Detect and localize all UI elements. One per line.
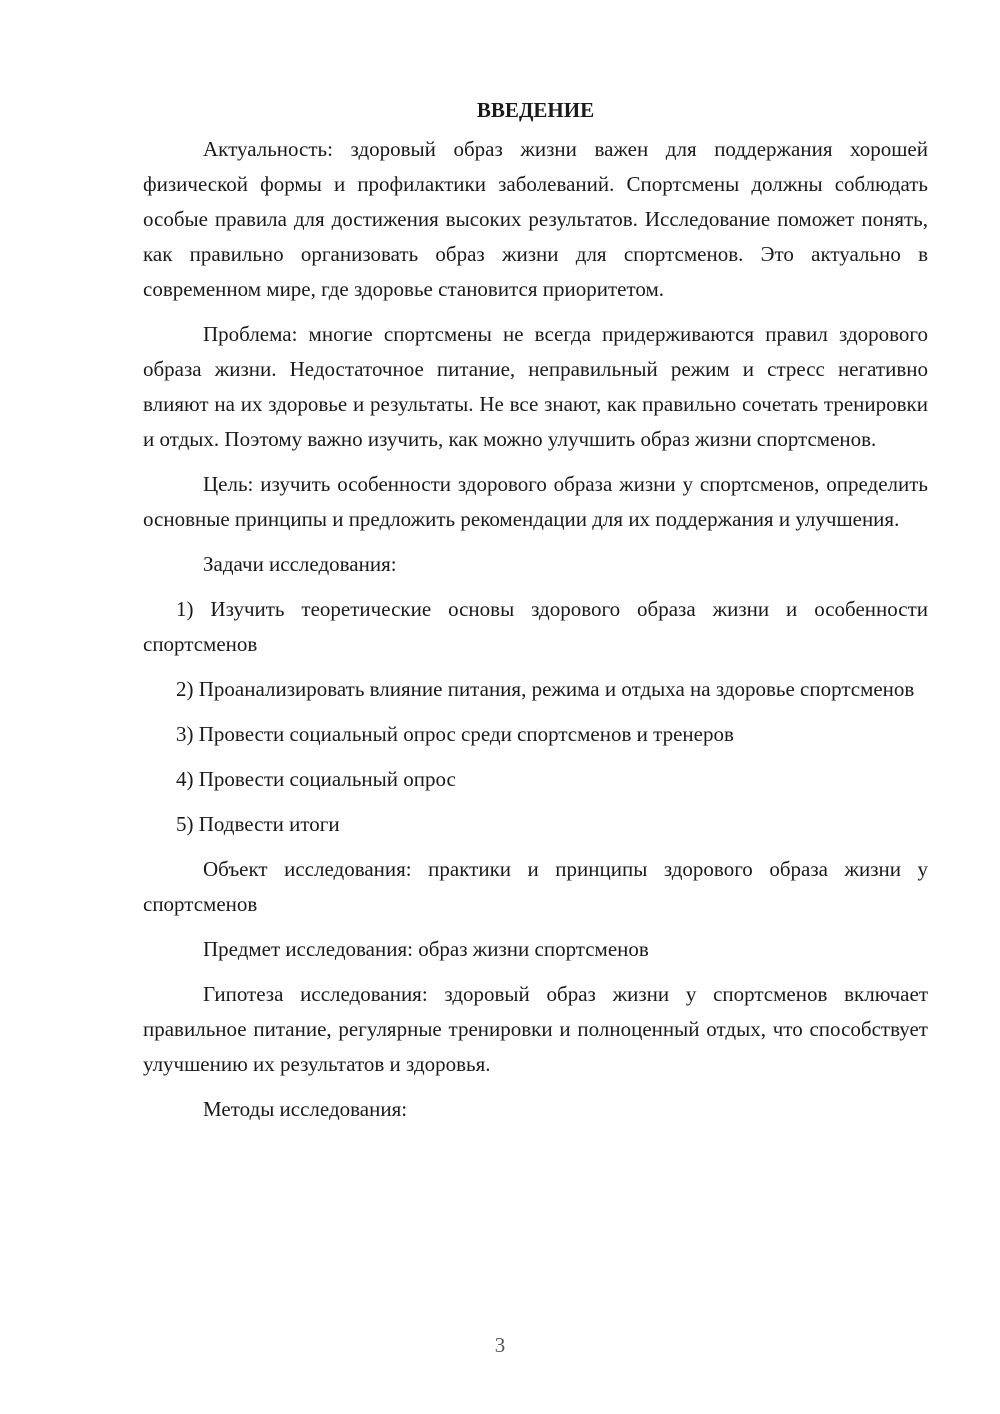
page-number: 3 [494,1333,506,1357]
paragraph-methods: Методы исследования: [203,1097,408,1121]
section-title: ВВЕДЕНИЕ [476,98,595,122]
document-page [143,92,928,1137]
list-item: 3) Провести социальный опрос среди спортсменов и тренеров [176,722,734,746]
paragraph-goal: Цель: изучить особенности здорового образа жизни у спортсменов, определить основные принципы и предложить рекомендации для их поддержания и улучшения. [143,472,928,531]
paragraph-problem: Проблема: многие спортсмены не всегда придерживаются правил здорового образа жизни. Недостаточное питание, неправильный режим и стресс негативно влияют на их здоровье и результаты. Не все знают, как правильно сочетать тренировки и отдых. Поэтому важно изучить, как можно улучшить образ жизни спортсменов. [143,322,928,451]
paragraph-subject: Предмет исследования: образ жизни спортсменов [203,937,649,961]
tasks-list [143,592,928,842]
paragraph-hypothesis: Гипотеза исследования: здоровый образ жизни у спортсменов включает правильное питание, регулярные тренировки и полноценный отдых, что способствует улучшению их результатов и здоровья. [143,982,928,1076]
list-item: 5) Подвести итоги [176,812,340,836]
list-item: 4) Провести социальный опрос [176,767,456,791]
paragraph-tasks-heading: Задачи исследования: [203,552,397,576]
list-item: 2) Проанализировать влияние питания, режима и отдыха на здоровье спортсменов [176,677,915,701]
list-item: 1) Изучить теоретические основы здорового образа жизни и особенности спортсменов [143,597,928,656]
paragraph-object: Объект исследования: практики и принципы здорового образа жизни у спортсменов [143,857,928,916]
paragraph-relevance: Актуальность: здоровый образ жизни важен для поддержания хорошей физической формы и профилактики заболеваний. Спортсмены должны соблюдать особые правила для достижения высоких результатов. Исследование поможет понять, как правильно организовать образ жизни для спортсменов. Это актуально в современном мире, где здоровье становится приоритетом. [143,137,928,301]
